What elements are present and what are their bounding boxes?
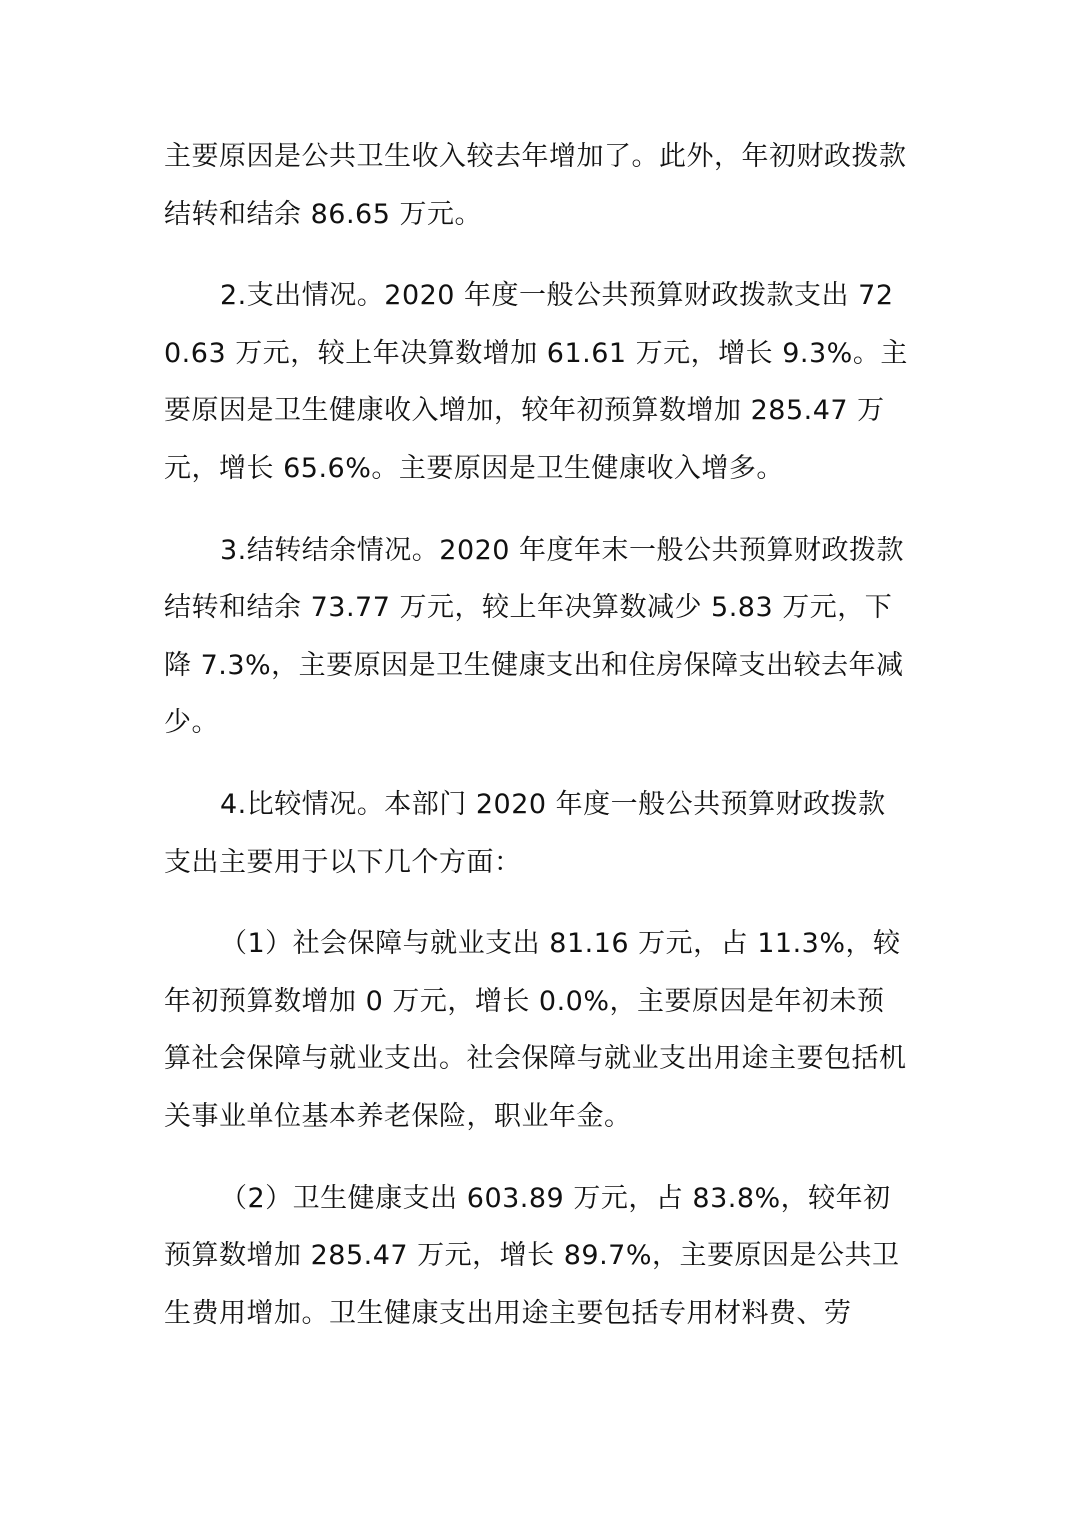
paragraph-comparison: 4.比较情况。本部门 2020 年度一般公共预算财政拨款支出主要用于以下几个方面： (164, 788, 886, 878)
paragraph-expenditure: 2.支出情况。2020 年度一般公共预算财政拨款支出 720.63 万元，较上年决算数增加 61.61 万元，增长 9.3%。主要原因是卫生健康收入增加，较年初预算数增加 285.47 万元，增长 65.6%。主要原因是卫生健康收入增多。 (164, 280, 908, 484)
paragraph-carryover: 3.结转结余情况。2020 年度年末一般公共预算财政拨款结转和结余 73.77 万元，较上年决算数减少 5.83 万元，下降 7.3%，主要原因是卫生健康支出和住房保障支出较去年减少。 (164, 534, 905, 739)
paragraph-revenue-tail: 主要原因是公共卫生收入较去年增加了。此外，年初财政拨款结转和结余 86.65 万元。 (164, 141, 907, 230)
document-body (164, 128, 909, 1366)
paragraph-social-security: （1）社会保障与就业支出 81.16 万元，占 11.3%，较年初预算数增加 0 万元，增长 0.0%，主要原因是年初未预算社会保障与就业支出。社会保障与就业支出用途主要包括机关事业单位基本养老保险，职业年金。 (164, 928, 907, 1132)
paragraph-health: （2）卫生健康支出 603.89 万元，占 83.8%，较年初预算数增加 285.47 万元，增长 89.7%，主要原因是公共卫生费用增加。卫生健康支出用途主要包括专用材料费、劳 (164, 1182, 900, 1329)
